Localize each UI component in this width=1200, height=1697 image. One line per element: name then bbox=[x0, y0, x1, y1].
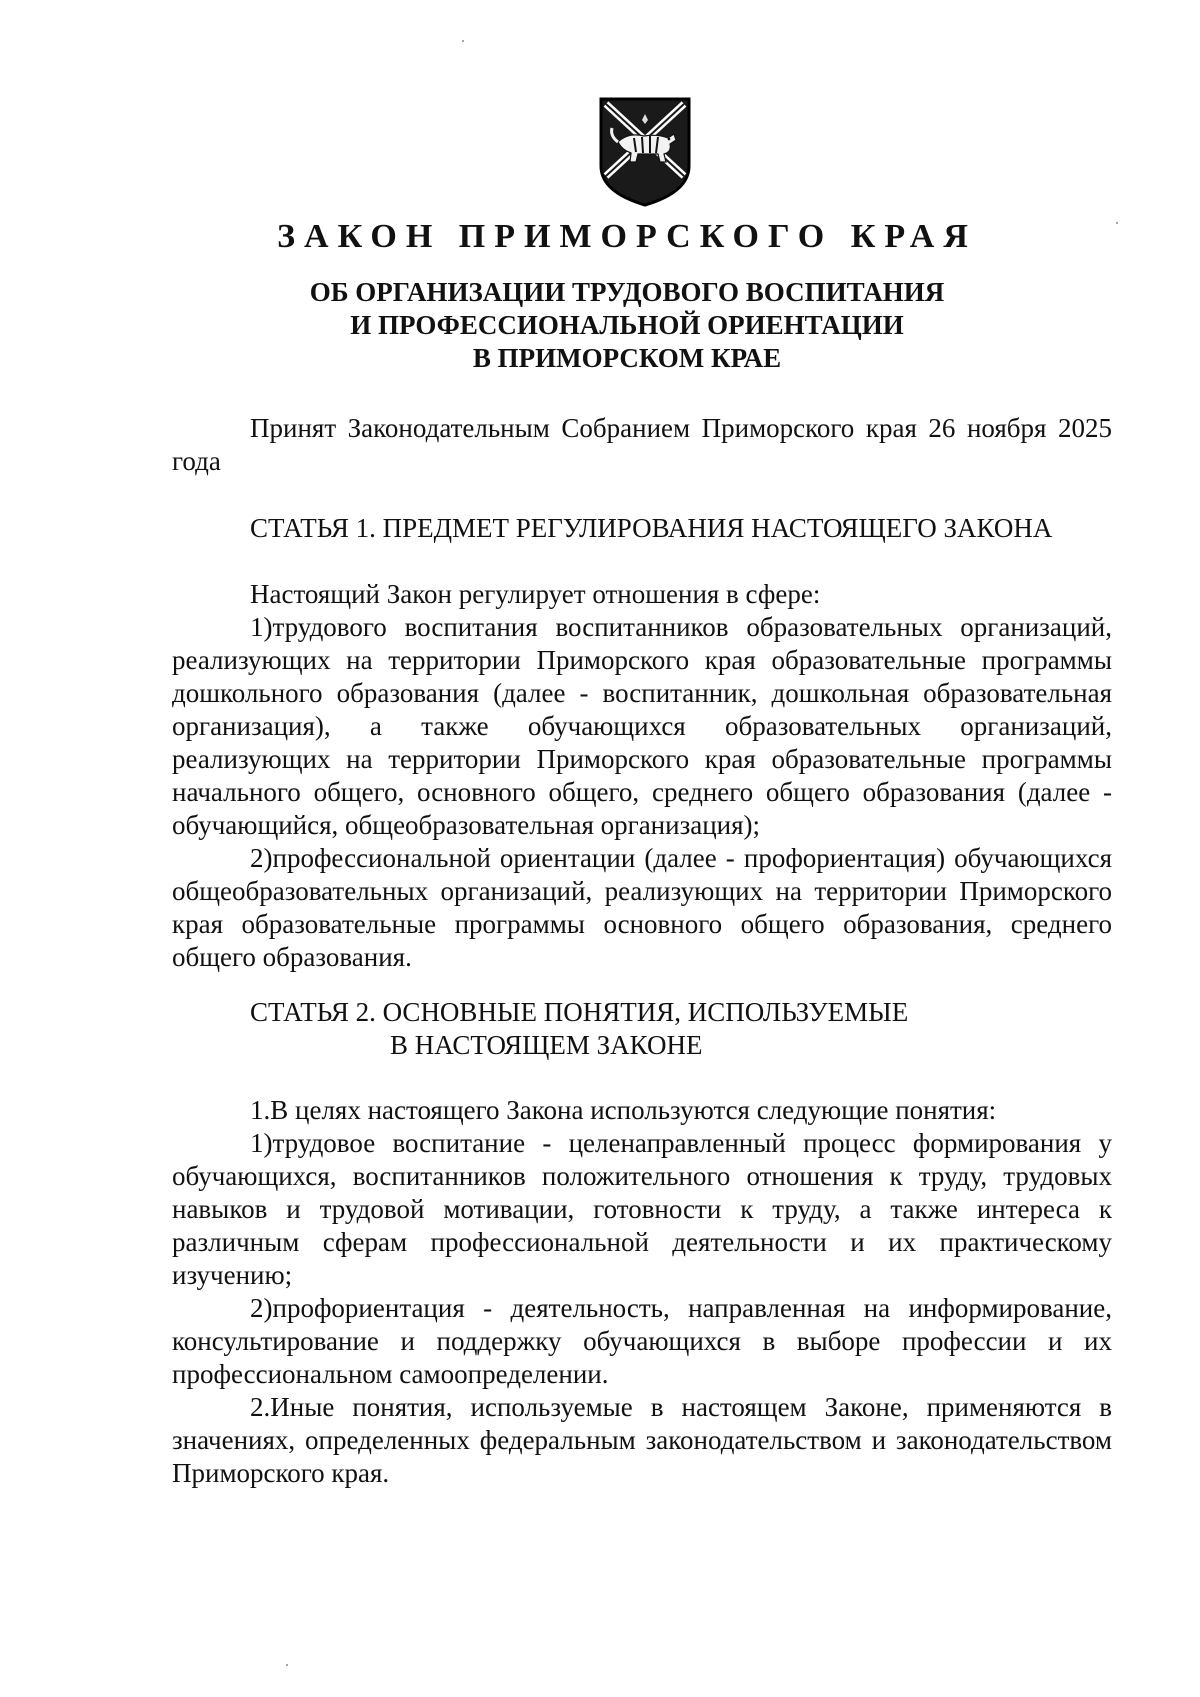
scan-speck bbox=[286, 1664, 288, 1666]
article-1-heading: СТАТЬЯ 1. ПРЕДМЕТ РЕГУЛИРОВАНИЯ НАСТОЯЩЕГО ЗАКОНА bbox=[250, 513, 1053, 543]
article-2-body bbox=[172, 1094, 1112, 1490]
article-1-item-2: 2)профессиональной ориентации (далее - профориентация) обучающихся общеобразовательных организаций, реализующих на территории Приморского края образовательные программы основного общего образования, среднего общего образования. bbox=[172, 843, 1112, 972]
scan-speck bbox=[462, 40, 464, 42]
law-title: ЗАКОН ПРИМОРСКОГО КРАЯ bbox=[277, 218, 977, 255]
adoption-note-block bbox=[172, 412, 1112, 478]
law-subtitle bbox=[0, 276, 1200, 375]
article-2-heading-line-1: СТАТЬЯ 2. ОСНОВНЫЕ ПОНЯТИЯ, ИСПОЛЬЗУЕМЫЕ bbox=[250, 997, 909, 1027]
adoption-note: Принят Законодательным Собранием Приморского края 26 ноября 2025 года bbox=[172, 413, 1112, 476]
article-2-heading bbox=[250, 996, 908, 1062]
coat-of-arms-icon bbox=[598, 96, 692, 208]
article-2-heading-line-2: В НАСТОЯЩЕМ ЗАКОНЕ bbox=[390, 1030, 703, 1060]
article-1-item-1: 1)трудового воспитания воспитанников образовательных организаций, реализующих на территории Приморского края образовательные программы дошкольного образования (далее - воспитанник, дошкольная образовательная организация), а также обучающихся образовательных организаций, реализующих на территории Приморского края образовательные программы начального общего, основного общего, среднего общего образования (далее - обучающийся, общеобразовательная организация); bbox=[172, 612, 1112, 840]
subtitle-line: ОБ ОРГАНИЗАЦИИ ТРУДОВОГО ВОСПИТАНИЯ bbox=[309, 277, 945, 307]
article-2-definition-1: 1)трудовое воспитание - целенаправленный процесс формирования у обучающихся, воспитанников положительного отношения к труду, трудовых навыков и трудовой мотивации, готовности к труду, а также интереса к различным сферам профессиональной деятельности и их практическому изучению; bbox=[172, 1128, 1112, 1290]
article-1-intro: Настоящий Закон регулирует отношения в сфере: bbox=[250, 579, 821, 609]
article-2-point-1: 1.В целях настоящего Закона используются следующие понятия: bbox=[250, 1095, 997, 1125]
scan-speck bbox=[1116, 222, 1118, 224]
article-2-point-2: 2.Иные понятия, используемые в настоящем Законе, применяются в значениях, определенных федеральным законодательством и законодательством Приморского края. bbox=[172, 1392, 1112, 1488]
subtitle-line: В ПРИМОРСКОМ КРАЕ bbox=[472, 343, 782, 373]
article-2-definition-2: 2)профориентация - деятельность, направленная на информирование, консультирование и поддержку обучающихся в выборе профессии и их профессиональном самоопределении. bbox=[172, 1293, 1112, 1389]
article-1-body bbox=[172, 578, 1112, 974]
subtitle-line: И ПРОФЕССИОНАЛЬНОЙ ОРИЕНТАЦИИ bbox=[350, 310, 904, 340]
